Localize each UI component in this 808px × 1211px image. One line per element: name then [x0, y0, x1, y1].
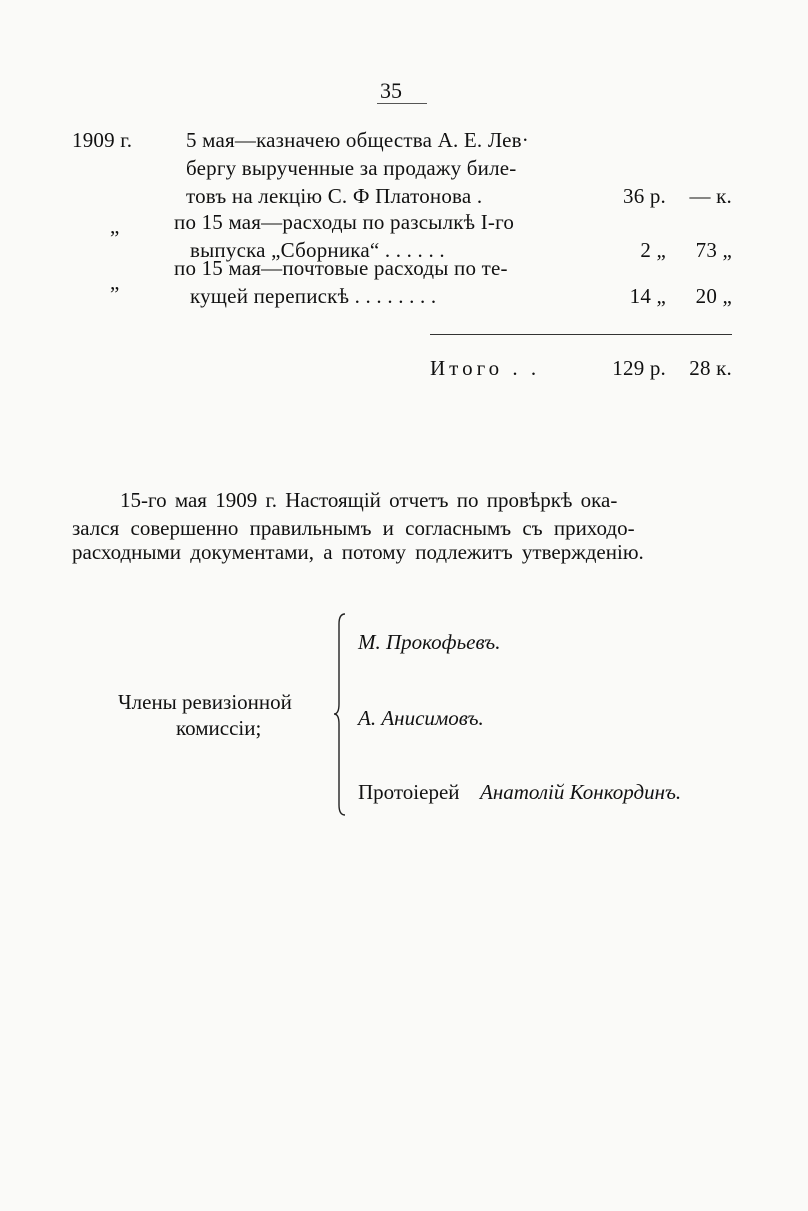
entry-2-kopeks: 73 „ — [695, 238, 732, 262]
total-rule — [430, 334, 732, 335]
page-number: 35 — [380, 78, 402, 103]
commission-label-line-2: комиссіи; — [176, 716, 262, 740]
entry-3-rubles: 14 „ — [629, 284, 666, 308]
entry-3-kopeks: 20 „ — [695, 284, 732, 308]
brace — [333, 612, 347, 817]
entry-2-line-1: по 15 мая—расходы по разсылкѣ I-го — [174, 210, 515, 234]
entry-1-line-1: 5 мая—казначею общества А. Е. Лев· — [186, 128, 529, 152]
entry-1-kopeks: — к. — [689, 184, 732, 208]
entry-1-year: 1909 г. — [72, 128, 133, 152]
total-label: Итого . . — [430, 356, 541, 380]
page-number-underline — [377, 103, 427, 104]
statement-line-2: зался совершенно правильнымъ и согласнымъ съ приходо- — [72, 516, 635, 540]
member-3-name: Анатолій Конкординъ. — [480, 780, 682, 804]
entry-1-rubles: 36 р. — [623, 184, 666, 208]
entry-2-ditto: „ — [110, 214, 120, 238]
statement-line-1: 15-го мая 1909 г. Настоящій отчетъ по провѣркѣ ока- — [120, 488, 618, 512]
entry-3-ditto: „ — [110, 270, 120, 294]
entry-1-line-3: товъ на лекцію С. Ф Платонова . — [186, 184, 483, 208]
member-3-prefix: Протоіерей — [358, 780, 460, 804]
member-2-name: А. Анисимовъ. — [358, 706, 484, 730]
member-1-name: М. Прокофьевъ. — [358, 630, 501, 654]
entry-3-line-1: по 15 мая—почтовые расходы по те- — [174, 256, 508, 280]
total-kopeks: 28 к. — [689, 356, 732, 380]
entry-3-line-2: кущей перепискѣ . . . . . . . . — [190, 284, 437, 308]
entry-2-rubles: 2 „ — [640, 238, 666, 262]
total-rubles: 129 р. — [612, 356, 666, 380]
statement-line-3: расходными документами, а потому подлежитъ утвержденію. — [72, 540, 644, 564]
entry-1-line-2: бергу вырученные за продажу биле- — [186, 156, 517, 180]
commission-label-line-1: Члены ревизіонной — [118, 690, 292, 714]
entry-2-line-2: выпуска „Сборника“ . . . . . . — [190, 238, 445, 262]
